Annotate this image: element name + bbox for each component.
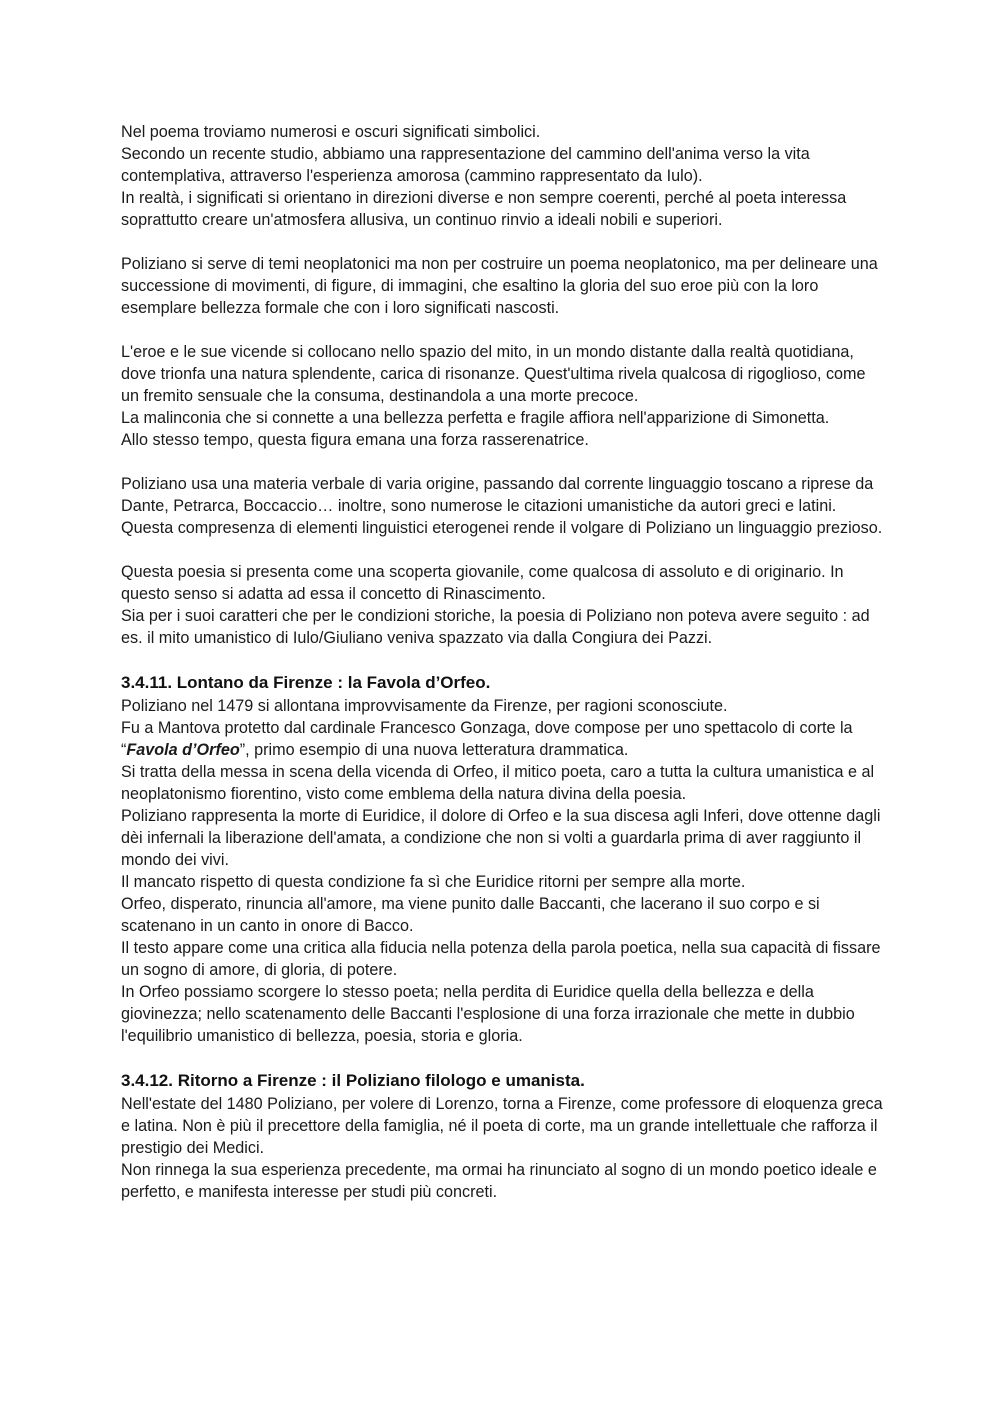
document-page [121,121,886,1225]
paragraph-myth-and-nature [121,341,886,451]
text-line: Il testo appare come una critica alla fiducia nella potenza della parola poetica, nella sua capacità di fissare un sogno di amore, di gloria, di potere. [121,939,881,979]
text-line: In Orfeo possiamo scorgere lo stesso poeta; nella perdita di Euridice quella della bellezza e della giovinezza; nello scatenamento delle Baccanti l'esplosione di una forza irrazionale che mette in dubbio l'equilibrio umanistico di bellezza, poesia, storia e gloria. [121,983,855,1045]
paragraph-neoplatonic-themes [121,253,886,319]
section-heading: 3.4.12. Ritorno a Firenze : il Poliziano filologo e umanista. [121,1071,585,1090]
text-line: Questa poesia si presenta come una scoperta giovanile, come qualcosa di assoluto e di originario. In questo senso si adatta ad essa il concetto di Rinascimento. [121,563,844,603]
text-fragment: Fu a Mantova protetto dal cardinale Francesco Gonzaga, dove compose per uno spettacolo di corte la “ [121,719,853,759]
section-body [121,1093,886,1203]
text-line: Nel poema troviamo numerosi e oscuri significati simbolici. [121,123,541,141]
text-line: Il mancato rispetto di questa condizione fa sì che Euridice ritorni per sempre alla morte. [121,873,746,891]
text-line: Poliziano si serve di temi neoplatonici ma non per costruire un poema neoplatonico, ma per delineare una successione di movimenti, di figure, di immagini, che esaltino la gloria del suo eroe più con la loro esemplare bellezza formale che con i loro significati nascosti. [121,255,878,317]
section-body [121,695,886,1047]
text-line: La malinconia che si connette a una bellezza perfetta e fragile affiora nell'apparizione di Simonetta. [121,409,830,427]
work-title: Favola d’Orfeo [126,741,240,759]
text-fragment: ”, primo esempio di una nuova letteratura drammatica. [239,741,629,759]
text-line: Allo stesso tempo, questa figura emana una forza rasserenatrice. [121,431,589,449]
text-line: Poliziano rappresenta la morte di Euridice, il dolore di Orfeo e la sua discesa agli Inferi, dove ottenne dagli dèi infernali la liberazione dell'amata, a condizione che non si volti a guardarla prima di aver raggiunto il mondo dei vivi. [121,807,881,869]
text-line: Orfeo, disperato, rinuncia all'amore, ma viene punito dalle Baccanti, che lacerano il suo corpo e si scatenano in un canto in onore di Bacco. [121,895,820,935]
section-favola-orfeo [121,671,886,1047]
text-line: Secondo un recente studio, abbiamo una rappresentazione del cammino dell'anima verso la vita contemplativa, attraverso l'esperienza amorosa (cammino rappresentato da Iulo). [121,145,810,185]
section-ritorno-firenze [121,1069,886,1203]
text-line: Nell'estate del 1480 Poliziano, per volere di Lorenzo, torna a Firenze, come professore di eloquenza greca e latina. Non è più il precettore della famiglia, né il poeta di corte, ma un grande intellettuale che rafforza il prestigio dei Medici. [121,1095,883,1157]
text-line: Sia per i suoi caratteri che per le condizioni storiche, la poesia di Poliziano non poteva avere seguito : ad es. il mito umanistico di Iulo/Giuliano veniva spazzato via dalla Congiura dei Pazzi. [121,607,870,647]
paragraph-language [121,473,886,539]
text-line: Poliziano usa una materia verbale di varia origine, passando dal corrente linguaggio toscano a riprese da Dante, Petrarca, Boccaccio… inoltre, sono numerose le citazioni umanistiche da autori greci e latini. [121,475,874,515]
text-line: Si tratta della messa in scena della vicenda di Orfeo, il mitico poeta, caro a tutta la cultura umanistica e al neoplatonismo fiorentino, visto come emblema della natura divina della poesia. [121,763,875,803]
section-heading: 3.4.11. Lontano da Firenze : la Favola d’Orfeo. [121,673,491,692]
paragraph-symbolism [121,121,886,231]
text-line: L'eroe e le sue vicende si collocano nello spazio del mito, in un mondo distante dalla realtà quotidiana, dove trionfa una natura splendente, carica di risonanze. Quest'ultima rivela qualcosa di rigoglioso, come un fremito sensuale che la consuma, destinandola a una morte precoce. [121,343,866,405]
text-line-with-title [121,717,886,761]
text-line: In realtà, i significati si orientano in direzioni diverse e non sempre coerenti, perché al poeta interessa soprattutto creare un'atmosfera allusiva, un continuo rinvio a ideali nobili e superiori. [121,189,847,229]
text-line: Questa compresenza di elementi linguistici eterogenei rende il volgare di Poliziano un linguaggio prezioso. [121,519,883,537]
text-line: Poliziano nel 1479 si allontana improvvisamente da Firenze, per ragioni sconosciute. [121,697,728,715]
paragraph-renaissance [121,561,886,649]
text-line: Non rinnega la sua esperienza precedente, ma ormai ha rinunciato al sogno di un mondo poetico ideale e perfetto, e manifesta interesse per studi più concreti. [121,1161,877,1201]
